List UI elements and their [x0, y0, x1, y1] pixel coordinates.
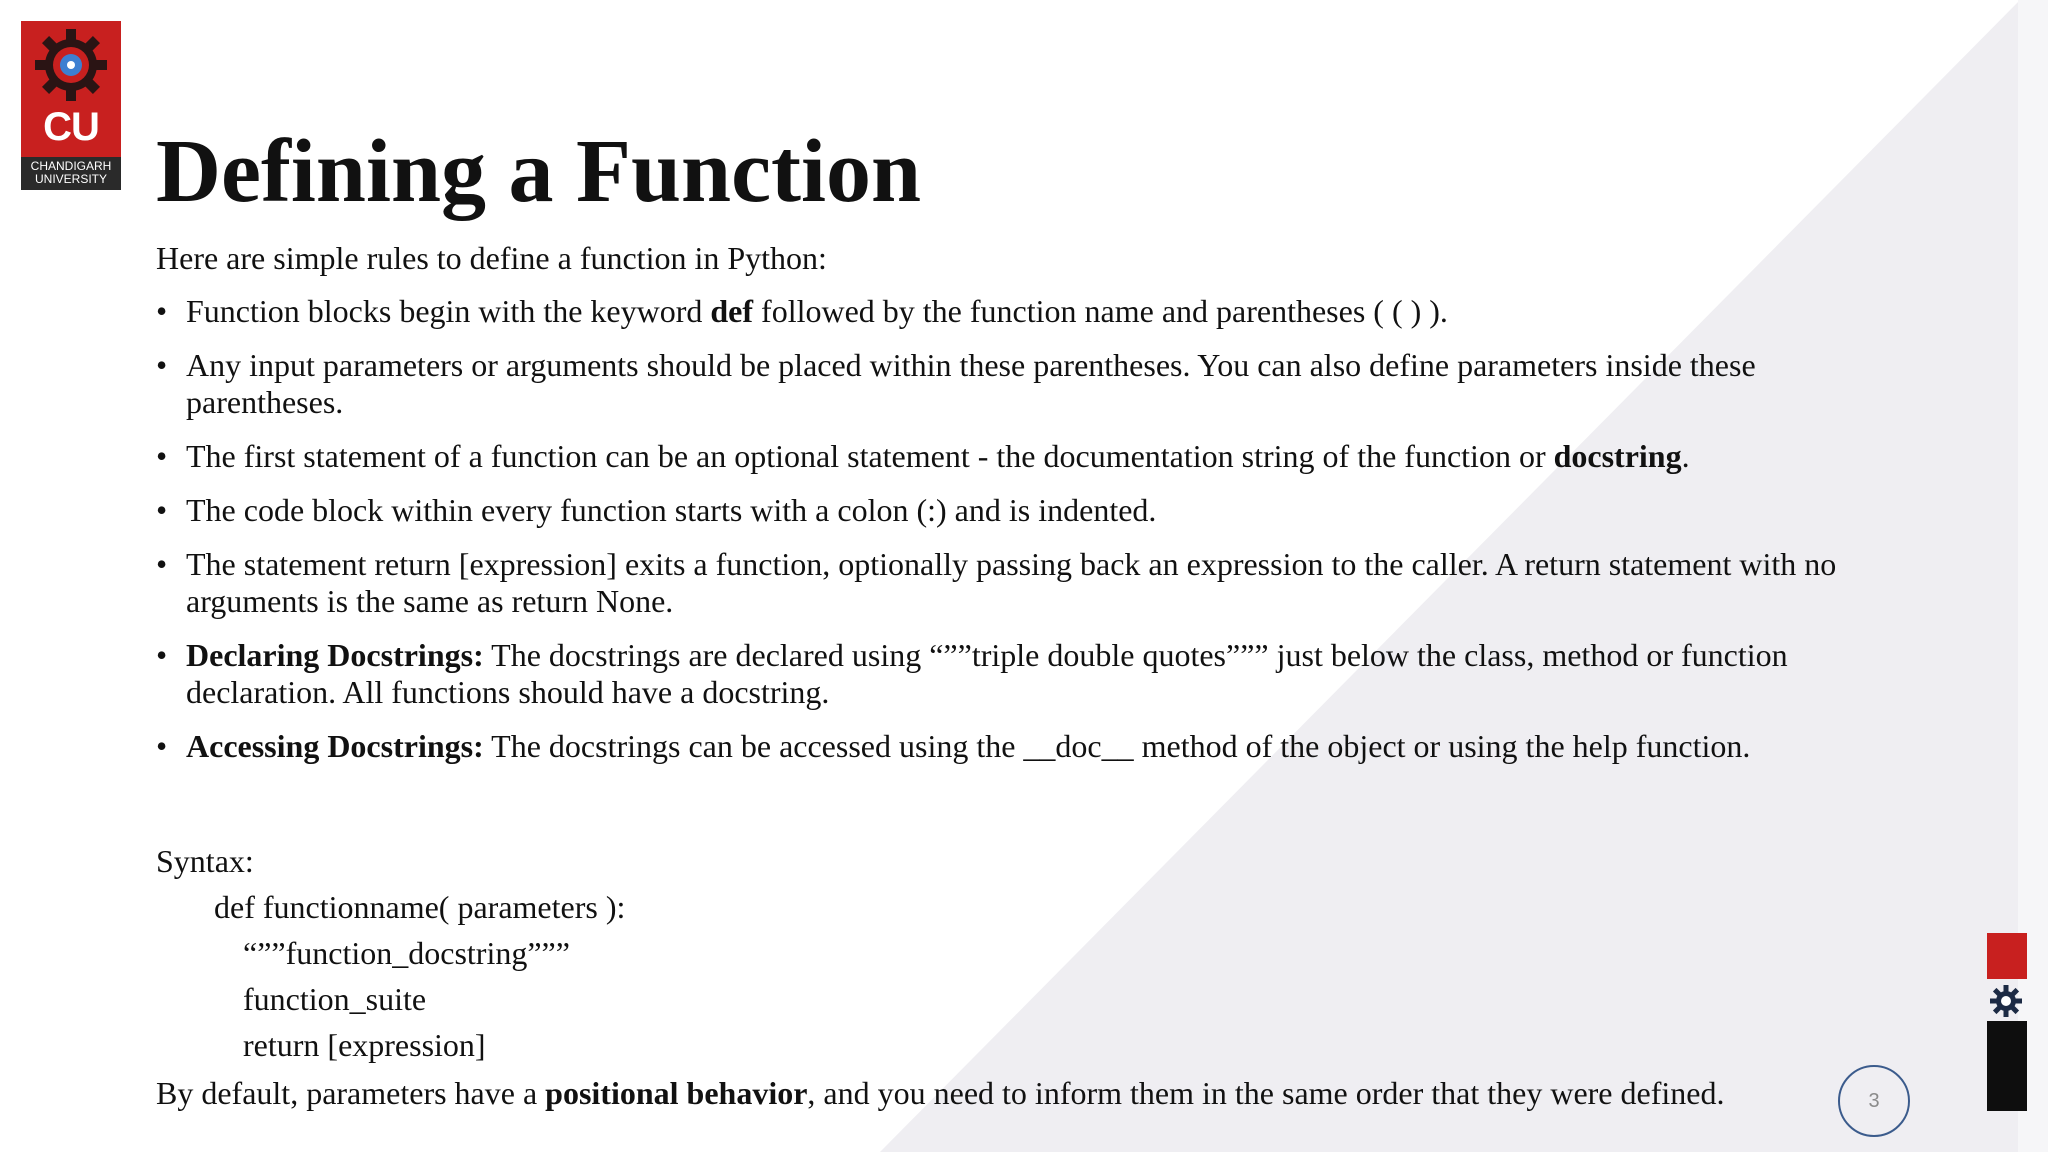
gear-icon	[1989, 984, 2023, 1018]
syntax-docstring-line: “””function_docstring”””	[243, 935, 570, 971]
side-accent-black	[1987, 1021, 2027, 1111]
rule-bold-text: Accessing Docstrings:	[186, 728, 484, 764]
university-logo	[21, 21, 121, 190]
logo-subtitle-line2: UNIVERSITY	[34, 172, 107, 186]
logo-subtitle	[21, 157, 121, 190]
rule-text: Any input parameters or arguments should be placed within these parentheses. You can also define parameters inside these parentheses.	[186, 347, 1756, 420]
logo-wordmark: CU	[43, 105, 99, 149]
gear-globe-emblem-icon	[21, 21, 121, 105]
footer-bold-text: positional behavior	[545, 1075, 808, 1111]
rule-item	[156, 546, 1876, 620]
rule-text: .	[1681, 438, 1690, 474]
rule-item	[156, 492, 1876, 529]
logo-subtitle-line1: CHANDIGARH	[30, 159, 112, 173]
bullet-icon: •	[156, 293, 168, 329]
rule-item	[156, 293, 1876, 330]
syntax-def-line: def functionname( parameters ):	[214, 889, 626, 925]
rules-list	[156, 293, 1876, 765]
rule-bold-text: docstring	[1553, 438, 1682, 474]
bullet-icon: •	[156, 492, 168, 528]
syntax-suite-line: function_suite	[243, 981, 427, 1017]
bullet-icon: •	[156, 637, 168, 673]
rule-text: The statement return [expression] exits a function, optionally passing back an expression to the caller. A return statement with no arguments is the same as return None.	[186, 546, 1837, 619]
footer-text: By default, parameters have a	[156, 1075, 546, 1111]
rule-item	[156, 438, 1876, 475]
page-number: 3	[1838, 1065, 1910, 1137]
rule-text: followed by the function name and parentheses ( ( ) ).	[753, 293, 1448, 329]
intro-text: Here are simple rules to define a function in Python:	[156, 240, 827, 276]
syntax-block	[156, 838, 625, 1068]
rule-text: The first statement of a function can be an optional statement - the documentation string of the function or	[186, 438, 1554, 474]
rule-text: The docstrings are declared using “””triple double quotes””” just below the class, method or function declaration. All functions should have a docstring.	[186, 637, 1788, 710]
syntax-label: Syntax:	[156, 843, 254, 879]
bullet-icon: •	[156, 438, 168, 474]
slide-body	[156, 240, 1876, 782]
rule-item	[156, 347, 1876, 421]
side-accent-red	[1987, 933, 2027, 979]
bullet-icon: •	[156, 728, 168, 764]
rule-text: The docstrings can be accessed using the __doc__ method of the object or using the help function.	[483, 728, 1751, 764]
slide-title: Defining a Function	[156, 122, 922, 221]
rule-bold-text: Declaring Docstrings:	[186, 637, 484, 673]
bullet-icon: •	[156, 347, 168, 383]
syntax-return-line: return [expression]	[243, 1027, 486, 1063]
rule-text: Function blocks begin with the keyword	[186, 293, 711, 329]
rule-item	[156, 637, 1876, 711]
footer-note	[156, 1071, 1724, 1115]
footer-text: , and you need to inform them in the same order that they were defined.	[807, 1075, 1725, 1111]
rule-bold-text: def	[710, 293, 754, 329]
rule-item	[156, 728, 1876, 765]
bullet-icon: •	[156, 546, 168, 582]
rule-text: The code block within every function starts with a colon (:) and is indented.	[186, 492, 1157, 528]
